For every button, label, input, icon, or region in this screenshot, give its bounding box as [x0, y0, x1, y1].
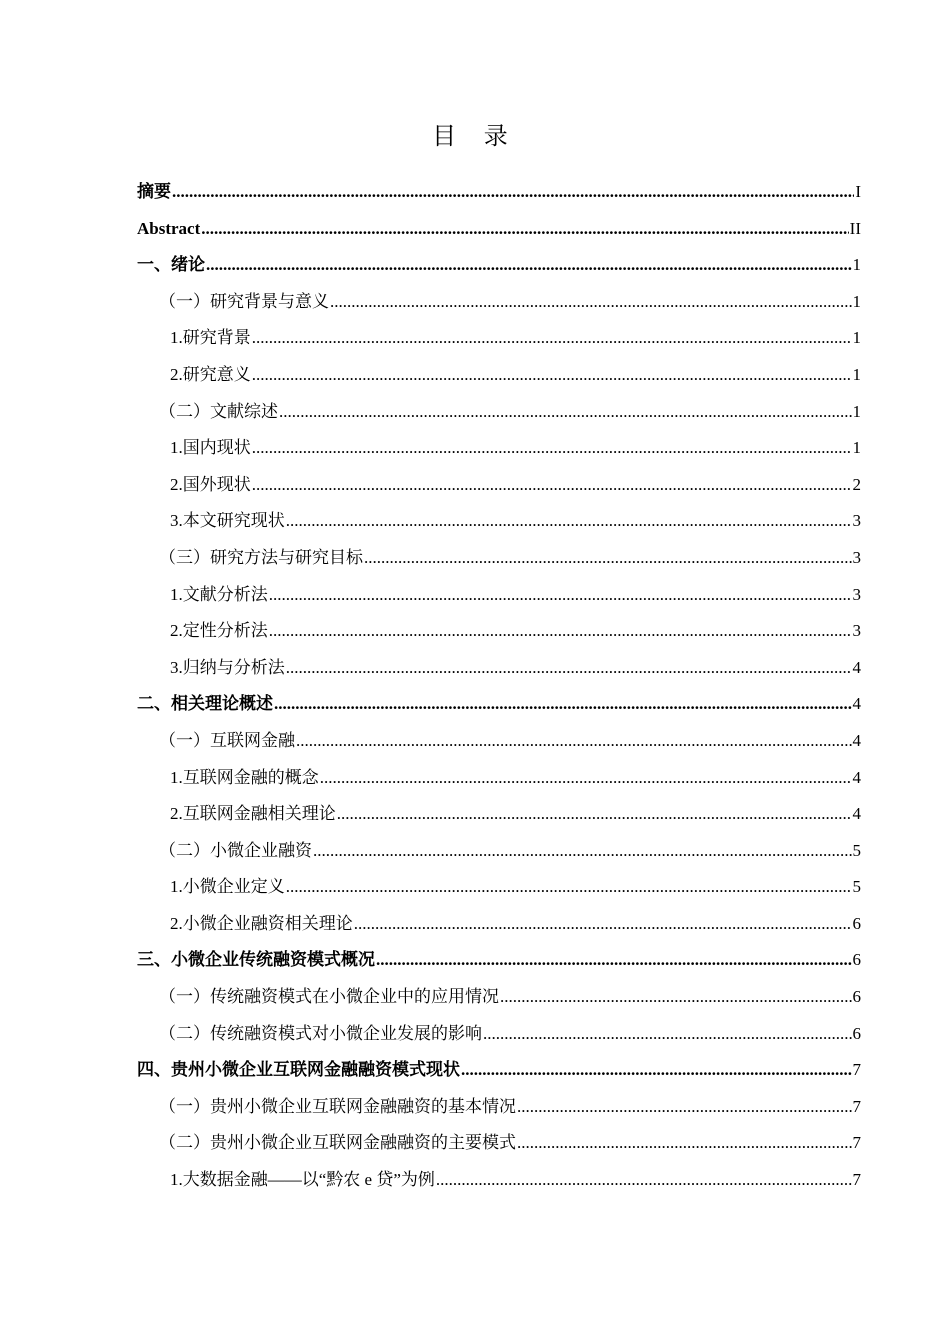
toc-entry[interactable] — [137, 1022, 861, 1059]
toc-entry-label: （一）互联网金融 — [159, 730, 295, 750]
dot-leader — [517, 1131, 852, 1155]
dot-leader — [269, 583, 852, 607]
dot-leader — [252, 436, 852, 460]
toc-entry-label: 1.国内现状 — [170, 438, 251, 458]
toc-entry-label: （二）文献综述 — [159, 401, 278, 421]
dot-leader — [337, 802, 852, 826]
toc-entry-page-number: 7 — [852, 1170, 861, 1190]
toc-entry[interactable] — [137, 436, 861, 473]
toc-entry-label: 3.归纳与分析法 — [170, 657, 285, 677]
dot-leader — [500, 985, 852, 1009]
toc-entry-label: （二）贵州小微企业互联网金融融资的主要模式 — [159, 1133, 516, 1153]
toc-entry-page-number: 7 — [852, 1060, 861, 1080]
toc-entry-label: （一）研究背景与意义 — [159, 291, 329, 311]
toc-entry-page-number: 6 — [852, 987, 861, 1007]
toc-entry[interactable] — [137, 692, 861, 729]
table-of-contents — [137, 180, 861, 1205]
toc-entry[interactable] — [137, 912, 861, 949]
toc-entry[interactable] — [137, 729, 861, 766]
dot-leader — [483, 1022, 852, 1046]
toc-entry[interactable] — [137, 400, 861, 437]
toc-entry-page-number: 1 — [852, 255, 861, 275]
toc-entry[interactable] — [137, 583, 861, 620]
toc-entry-label: 二、相关理论概述 — [137, 694, 273, 714]
toc-entry-label: 3.本文研究现状 — [170, 511, 285, 531]
dot-leader — [286, 875, 852, 899]
toc-entry-page-number: 6 — [852, 1023, 861, 1043]
toc-entry-label: 四、贵州小微企业互联网金融融资模式现状 — [137, 1060, 460, 1080]
toc-entry-page-number: 6 — [852, 913, 861, 933]
dot-leader — [320, 766, 852, 790]
toc-entry[interactable] — [137, 253, 861, 290]
dot-leader — [330, 290, 852, 314]
toc-entry-page-number: 5 — [852, 877, 861, 897]
toc-entry-page-number: 5 — [852, 840, 861, 860]
toc-entry-page-number: 4 — [852, 694, 861, 714]
toc-entry-page-number: 3 — [852, 547, 861, 567]
toc-entry-label: 三、小微企业传统融资模式概况 — [137, 950, 375, 970]
page-title: 目 录 — [432, 122, 518, 150]
toc-entry-page-number: 7 — [852, 1096, 861, 1116]
toc-entry-label: 1.大数据金融——以“黔农 e 贷”为例 — [170, 1170, 435, 1190]
toc-entry-label: 2.研究意义 — [170, 364, 251, 384]
dot-leader — [354, 912, 852, 936]
dot-leader — [201, 217, 848, 241]
toc-entry[interactable] — [137, 802, 861, 839]
dot-leader — [286, 509, 852, 533]
toc-entry[interactable] — [137, 473, 861, 510]
toc-entry-label: Abstract — [137, 218, 201, 238]
dot-leader — [364, 546, 852, 570]
dot-leader — [252, 473, 852, 497]
toc-entry-label: 1.文献分析法 — [170, 584, 268, 604]
dot-leader — [517, 1095, 852, 1119]
dot-leader — [376, 948, 852, 972]
toc-entry-label: 2.国外现状 — [170, 474, 251, 494]
toc-entry-page-number: 7 — [852, 1133, 861, 1153]
toc-entry-label: 2.定性分析法 — [170, 621, 268, 641]
toc-entry-label: 摘要 — [137, 182, 171, 201]
dot-leader — [252, 326, 852, 350]
dot-leader — [269, 619, 852, 643]
toc-entry-label: 2.小微企业融资相关理论 — [170, 913, 353, 933]
toc-entry[interactable] — [137, 509, 861, 546]
dot-leader — [279, 400, 852, 424]
toc-entry[interactable] — [137, 656, 861, 693]
dot-leader — [436, 1168, 852, 1192]
toc-entry-page-number: 1 — [852, 364, 861, 384]
toc-entry-page-number: I — [855, 182, 861, 201]
toc-entry-label: （二）小微企业融资 — [159, 840, 312, 860]
toc-entry-page-number: II — [849, 218, 861, 238]
toc-entry[interactable] — [137, 180, 861, 217]
toc-entry-label: （一）传统融资模式在小微企业中的应用情况 — [159, 987, 499, 1007]
toc-entry-label: 1.互联网金融的概念 — [170, 767, 319, 787]
toc-entry-label: （三）研究方法与研究目标 — [159, 547, 363, 567]
toc-entry[interactable] — [137, 326, 861, 363]
toc-entry[interactable] — [137, 875, 861, 912]
dot-leader — [296, 729, 852, 753]
toc-entry[interactable] — [137, 1095, 861, 1132]
toc-entry-label: 一、绪论 — [137, 255, 205, 275]
toc-entry[interactable] — [137, 839, 861, 876]
toc-entry-page-number: 1 — [852, 438, 861, 458]
toc-entry-label: 2.互联网金融相关理论 — [170, 804, 336, 824]
toc-entry[interactable] — [137, 985, 861, 1022]
toc-entry[interactable] — [137, 1058, 861, 1095]
toc-entry-page-number: 3 — [852, 511, 861, 531]
toc-entry[interactable] — [137, 363, 861, 400]
toc-entry[interactable] — [137, 290, 861, 327]
dot-leader — [206, 253, 852, 277]
dot-leader — [252, 363, 852, 387]
dot-leader — [274, 692, 852, 716]
dot-leader — [313, 839, 852, 863]
toc-entry-page-number: 3 — [852, 621, 861, 641]
dot-leader — [461, 1058, 852, 1082]
toc-entry[interactable] — [137, 948, 861, 985]
toc-entry-label: （一）贵州小微企业互联网金融融资的基本情况 — [159, 1096, 516, 1116]
toc-entry[interactable] — [137, 619, 861, 656]
dot-leader — [286, 656, 852, 680]
toc-entry-label: （二）传统融资模式对小微企业发展的影响 — [159, 1023, 482, 1043]
dot-leader — [172, 180, 854, 204]
toc-entry-page-number: 4 — [852, 804, 861, 824]
toc-entry-page-number: 4 — [852, 657, 861, 677]
toc-entry[interactable] — [137, 546, 861, 583]
toc-entry-label: 1.研究背景 — [170, 328, 251, 348]
toc-entry[interactable] — [137, 1168, 861, 1205]
toc-entry[interactable] — [137, 217, 861, 254]
toc-entry-page-number: 1 — [852, 401, 861, 421]
toc-entry[interactable] — [137, 766, 861, 803]
toc-entry-page-number: 4 — [852, 730, 861, 750]
toc-entry[interactable] — [137, 1131, 861, 1168]
toc-entry-page-number: 6 — [852, 950, 861, 970]
toc-entry-page-number: 4 — [852, 767, 861, 787]
toc-entry-label: 1.小微企业定义 — [170, 877, 285, 897]
toc-entry-page-number: 1 — [852, 328, 861, 348]
toc-entry-page-number: 1 — [852, 291, 861, 311]
toc-entry-page-number: 2 — [852, 474, 861, 494]
toc-entry-page-number: 3 — [852, 584, 861, 604]
